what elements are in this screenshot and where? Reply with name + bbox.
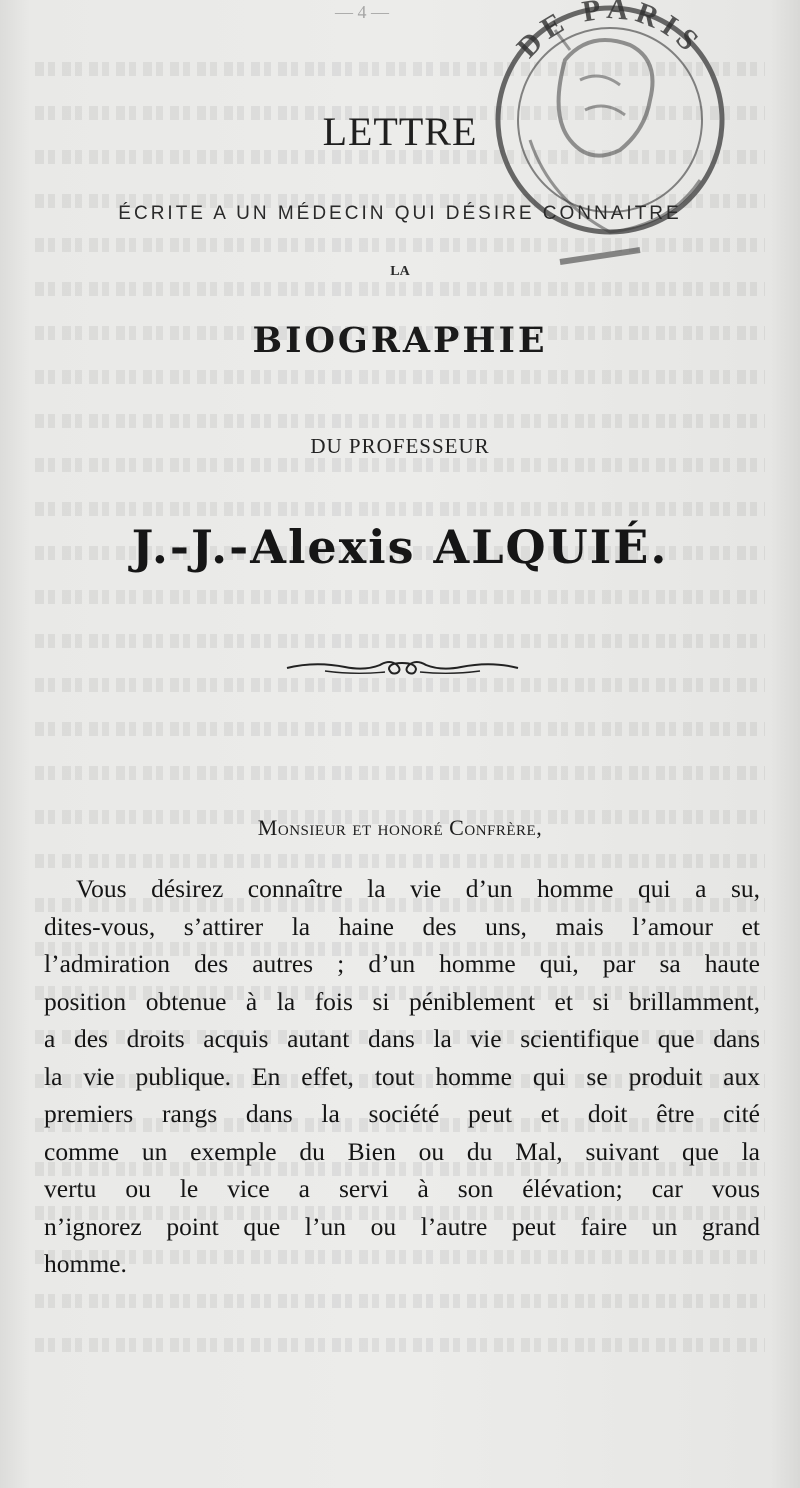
page-number: — 4 — xyxy=(335,2,389,22)
title-biographie: BIOGRAPHIE xyxy=(252,320,548,361)
salutation: Monsieur et honoré Confrère, xyxy=(257,815,543,840)
body-line: dites-vous, s’attirer la haine des uns, mais l’amour et xyxy=(44,911,760,941)
body-line: l’admiration des autres ; d’un homme qui, par sa haute xyxy=(44,949,760,978)
body-line: n’ignorez point que l’un ou l’autre peut faire un grand xyxy=(44,1211,760,1241)
letter-body xyxy=(44,870,760,1283)
body-line: comme un exemple du Bien ou du Mal, suivant que la xyxy=(44,1136,760,1166)
body-line: vertu ou le vice a servi à son élévation; car vous xyxy=(44,1174,760,1203)
title-lettre: LETTRE xyxy=(322,109,478,154)
body-line: premiers rangs dans la société peut et doit être cité xyxy=(44,1099,760,1128)
body-line: a des droits acquis autant dans la vie scientifique que dans xyxy=(44,1024,760,1053)
body-line: position obtenue à la fois si péniblement et si brillamment, xyxy=(44,986,760,1016)
body-line: Vous désirez connaître la vie d’un homme qui a su, xyxy=(76,874,760,903)
title-la: LA xyxy=(390,264,410,279)
svg-text:DE PARIS xyxy=(510,0,708,64)
title-subtitle: ÉCRITE A UN MÉDECIN QUI DÉSIRE CONNAITRE xyxy=(118,203,682,224)
stamp-text: DE PARIS xyxy=(510,0,709,65)
body-line: la vie publique. En effet, tout homme qui se produit aux xyxy=(44,1061,760,1091)
body-line: homme. xyxy=(44,1249,127,1278)
title-name: J.-J.-Alexis ALQUIÉ. xyxy=(131,520,669,574)
flourish-ornament-icon xyxy=(285,655,520,681)
title-du-professeur: DU PROFESSEUR xyxy=(310,434,490,458)
